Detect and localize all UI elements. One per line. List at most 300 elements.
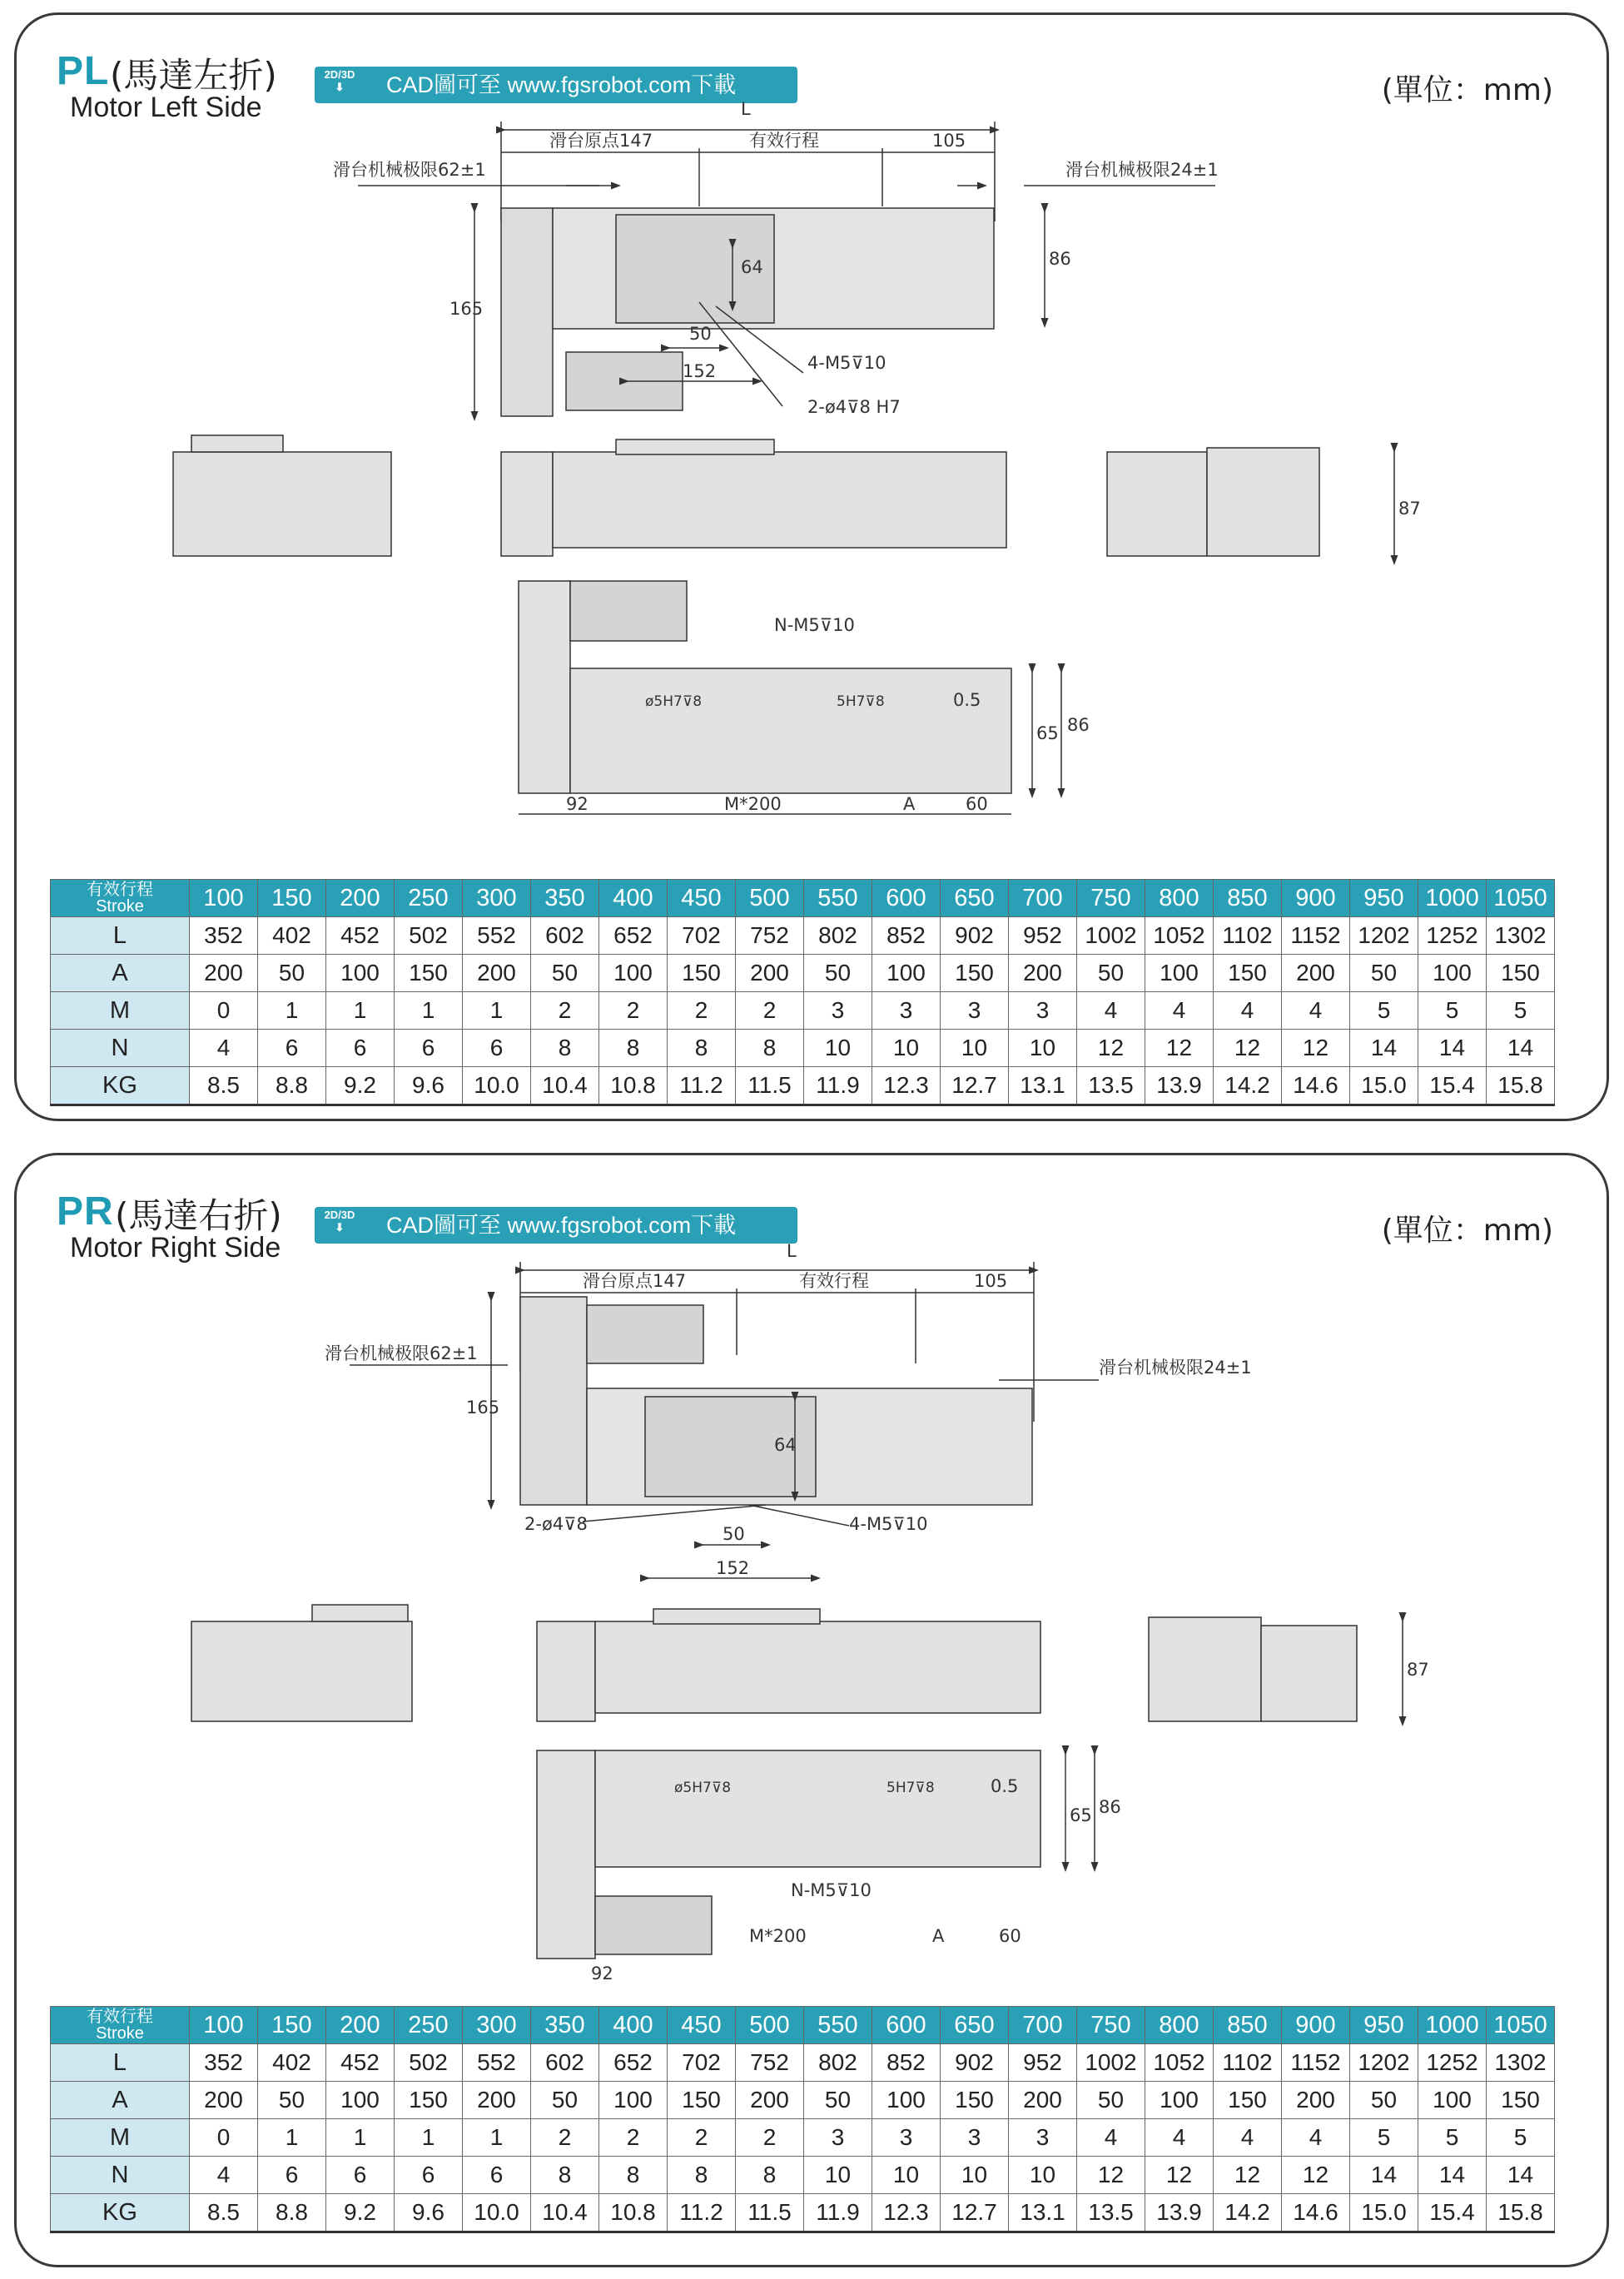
- table-cell: 602: [531, 917, 599, 955]
- stroke-cell: 100: [190, 880, 258, 917]
- table-cell: 6: [326, 2157, 395, 2194]
- stroke-cell: 900: [1282, 880, 1350, 917]
- table-cell: 100: [326, 955, 395, 992]
- table-cell: 100: [872, 955, 941, 992]
- dim-m200: M*200: [749, 1926, 807, 1946]
- stroke-cell: 350: [531, 880, 599, 917]
- table-cell: 14.2: [1214, 1067, 1282, 1105]
- table-row: [51, 1067, 1555, 1105]
- stroke-cell: 1000: [1418, 2007, 1487, 2044]
- table-cell: 4: [1214, 992, 1282, 1030]
- table-cell: 1202: [1350, 2044, 1418, 2082]
- dim-n-m5: N-M5⊽10: [791, 1880, 872, 1900]
- stroke-header: 有效行程 Stroke: [51, 880, 190, 917]
- dim-0-5: 0.5: [953, 690, 981, 710]
- table-cell: 702: [668, 917, 736, 955]
- table-cell: 2: [736, 2119, 804, 2157]
- table-cell: 13.1: [1009, 1067, 1077, 1105]
- table-cell: 10: [941, 1030, 1009, 1067]
- table-row: [51, 2194, 1555, 2232]
- table-cell: 13.5: [1077, 2194, 1145, 2232]
- table-cell: 150: [395, 955, 463, 992]
- row-label: KG: [51, 1067, 190, 1105]
- table-cell: 15.0: [1350, 2194, 1418, 2232]
- table-cell: 2: [668, 992, 736, 1030]
- stroke-cell: 750: [1077, 2007, 1145, 2044]
- table-cell: 1: [326, 992, 395, 1030]
- table-cell: 12: [1145, 1030, 1214, 1067]
- table-cell: 2: [531, 2119, 599, 2157]
- table-cell: 752: [736, 2044, 804, 2082]
- stroke-cell: 250: [395, 2007, 463, 2044]
- table-cell: 4: [1145, 2119, 1214, 2157]
- table-cell: 14: [1350, 1030, 1418, 1067]
- table-cell: 14.6: [1282, 2194, 1350, 2232]
- table-cell: 502: [395, 2044, 463, 2082]
- row-label: N: [51, 1030, 190, 1067]
- stroke-cell: 700: [1009, 880, 1077, 917]
- table-cell: 3: [872, 992, 941, 1030]
- spec-table: [50, 2006, 1555, 2233]
- table-cell: 1102: [1214, 917, 1282, 955]
- table-cell: 902: [941, 2044, 1009, 2082]
- table-cell: 6: [463, 1030, 531, 1067]
- table-cell: 4: [1282, 992, 1350, 1030]
- dim-60: 60: [966, 794, 988, 814]
- dim-87: 87: [1398, 499, 1421, 519]
- table-cell: 1: [395, 992, 463, 1030]
- table-cell: 200: [1282, 955, 1350, 992]
- table-cell: 3: [1009, 2119, 1077, 2157]
- table-cell: 150: [395, 2082, 463, 2119]
- table-cell: 8: [736, 2157, 804, 2194]
- dim-86-bottom: 86: [1099, 1797, 1121, 1817]
- table-cell: 9.6: [395, 2194, 463, 2232]
- dim-stroke: 有效行程: [799, 1271, 869, 1291]
- stroke-cell: 300: [463, 2007, 531, 2044]
- row-label: L: [51, 917, 190, 955]
- table-cell: 15.8: [1487, 2194, 1555, 2232]
- table-cell: 100: [1145, 2082, 1214, 2119]
- table-cell: 4: [190, 2157, 258, 2194]
- table-cell: 10.4: [531, 1067, 599, 1105]
- dim-m200: M*200: [724, 794, 782, 814]
- table-cell: 652: [599, 917, 668, 955]
- dim-50: 50: [689, 324, 712, 344]
- table-cell: 12.3: [872, 2194, 941, 2232]
- table-cell: 150: [1214, 955, 1282, 992]
- table-cell: 50: [1350, 955, 1418, 992]
- table-cell: 14: [1418, 1030, 1487, 1067]
- stroke-cell: 650: [941, 2007, 1009, 2044]
- model-code: PL: [57, 49, 110, 93]
- dim-limit-right: 滑台机械极限24±1: [1065, 160, 1219, 180]
- table-cell: 50: [258, 955, 326, 992]
- table-cell: 14: [1350, 2157, 1418, 2194]
- table-cell: 352: [190, 917, 258, 955]
- table-cell: 6: [395, 1030, 463, 1067]
- dim-m5: 4-M5⊽10: [807, 353, 886, 373]
- table-cell: 14: [1487, 1030, 1555, 1067]
- dim-limit-left: 滑台机械极限62±1: [325, 1343, 478, 1363]
- table-cell: 3: [941, 992, 1009, 1030]
- table-cell: 100: [1418, 2082, 1487, 2119]
- table-cell: 50: [531, 2082, 599, 2119]
- table-cell: 1: [395, 2119, 463, 2157]
- stroke-cell: 700: [1009, 2007, 1077, 2044]
- table-row: [51, 992, 1555, 1030]
- table-cell: 10.8: [599, 2194, 668, 2232]
- table-cell: 200: [1282, 2082, 1350, 2119]
- dim-165: 165: [466, 1398, 500, 1418]
- table-row: [51, 1030, 1555, 1067]
- dim-pin: 2-ø4⊽8 H7: [807, 397, 901, 417]
- dim-165: 165: [449, 299, 484, 319]
- table-cell: 1152: [1282, 2044, 1350, 2082]
- table-cell: 150: [668, 2082, 736, 2119]
- dim-m5: 4-M5⊽10: [849, 1514, 928, 1534]
- table-cell: 8: [599, 2157, 668, 2194]
- dim-hole-a: ø5H7⊽8: [645, 693, 703, 710]
- dim-hole-a: ø5H7⊽8: [674, 1780, 732, 1796]
- dim-65: 65: [1070, 1805, 1092, 1825]
- table-cell: 3: [941, 2119, 1009, 2157]
- stroke-cell: 100: [190, 2007, 258, 2044]
- download-icon: 2D/3D ⬇: [324, 68, 355, 93]
- table-cell: 3: [804, 2119, 872, 2157]
- table-cell: 100: [1145, 955, 1214, 992]
- stroke-cell: 550: [804, 2007, 872, 2044]
- table-cell: 402: [258, 2044, 326, 2082]
- table-cell: 8: [668, 1030, 736, 1067]
- table-cell: 150: [1487, 955, 1555, 992]
- table-cell: 8: [736, 1030, 804, 1067]
- dim-hole-b: 5H7⊽8: [886, 1780, 935, 1796]
- table-cell: 14.2: [1214, 2194, 1282, 2232]
- table-cell: 10.0: [463, 2194, 531, 2232]
- table-cell: 8.5: [190, 2194, 258, 2232]
- stroke-cell: 200: [326, 880, 395, 917]
- table-cell: 8: [599, 1030, 668, 1067]
- table-cell: 50: [531, 955, 599, 992]
- table-cell: 352: [190, 2044, 258, 2082]
- dim-152: 152: [716, 1558, 750, 1578]
- table-cell: 12: [1282, 2157, 1350, 2194]
- table-cell: 50: [1077, 2082, 1145, 2119]
- table-cell: 5: [1418, 2119, 1487, 2157]
- stroke-cell: 1000: [1418, 880, 1487, 917]
- table-header-row: [51, 2007, 1555, 2044]
- table-cell: 1: [463, 992, 531, 1030]
- dim-92: 92: [566, 794, 589, 814]
- row-label: KG: [51, 2194, 190, 2232]
- table-cell: 3: [872, 2119, 941, 2157]
- table-cell: 1302: [1487, 917, 1555, 955]
- dim-A: A: [903, 794, 916, 814]
- table-cell: 502: [395, 917, 463, 955]
- panel-motor-right: [14, 1153, 1609, 2267]
- table-cell: 15.4: [1418, 2194, 1487, 2232]
- table-cell: 10: [941, 2157, 1009, 2194]
- table-cell: 200: [190, 2082, 258, 2119]
- side-view: [191, 1605, 1357, 1721]
- model-title-en: Motor Right Side: [70, 1232, 281, 1264]
- table-cell: 12.7: [941, 2194, 1009, 2232]
- table-cell: 6: [463, 2157, 531, 2194]
- table-cell: 2: [531, 992, 599, 1030]
- download-icon: 2D/3D ⬇: [324, 1209, 355, 1234]
- table-cell: 150: [1487, 2082, 1555, 2119]
- panel-motor-left: [14, 12, 1609, 1121]
- dim-home: 滑台原点147: [583, 1271, 687, 1291]
- table-cell: 1002: [1077, 2044, 1145, 2082]
- stroke-cell: 400: [599, 2007, 668, 2044]
- dim-50: 50: [723, 1524, 745, 1544]
- table-cell: 15.0: [1350, 1067, 1418, 1105]
- table-cell: 10: [872, 2157, 941, 2194]
- table-cell: 12: [1145, 2157, 1214, 2194]
- table-cell: 4: [1214, 2119, 1282, 2157]
- table-cell: 3: [1009, 992, 1077, 1030]
- table-cell: 2: [736, 992, 804, 1030]
- table-cell: 11.9: [804, 2194, 872, 2232]
- table-cell: 10: [872, 1030, 941, 1067]
- drawing-motor-right: [17, 1155, 1607, 2004]
- table-cell: 5: [1418, 992, 1487, 1030]
- table-cell: 852: [872, 2044, 941, 2082]
- stroke-cell: 150: [258, 2007, 326, 2044]
- stroke-cell: 350: [531, 2007, 599, 2044]
- table-cell: 802: [804, 917, 872, 955]
- model-title-en: Motor Left Side: [70, 92, 262, 123]
- table-cell: 6: [258, 1030, 326, 1067]
- stroke-cell: 500: [736, 2007, 804, 2044]
- stroke-cell: 500: [736, 880, 804, 917]
- stroke-cell: 450: [668, 880, 736, 917]
- stroke-cell: 850: [1214, 2007, 1282, 2044]
- table-cell: 11.2: [668, 2194, 736, 2232]
- stroke-cell: 950: [1350, 880, 1418, 917]
- table-cell: 8.8: [258, 2194, 326, 2232]
- table-cell: 13.5: [1077, 1067, 1145, 1105]
- table-cell: 10: [804, 1030, 872, 1067]
- table-cell: 14: [1418, 2157, 1487, 2194]
- table-cell: 1252: [1418, 917, 1487, 955]
- table-cell: 50: [804, 955, 872, 992]
- table-cell: 1052: [1145, 917, 1214, 955]
- stroke-cell: 400: [599, 880, 668, 917]
- stroke-cell: 650: [941, 880, 1009, 917]
- table-cell: 150: [1214, 2082, 1282, 2119]
- dim-n-m5: N-M5⊽10: [774, 615, 855, 635]
- table-cell: 1202: [1350, 917, 1418, 955]
- table-cell: 9.2: [326, 1067, 395, 1105]
- table-cell: 552: [463, 917, 531, 955]
- table-cell: 6: [395, 2157, 463, 2194]
- table-cell: 952: [1009, 2044, 1077, 2082]
- table-cell: 6: [326, 1030, 395, 1067]
- table-cell: 652: [599, 2044, 668, 2082]
- table-cell: 10.0: [463, 1067, 531, 1105]
- table-row: [51, 2082, 1555, 2119]
- dim-86-bottom: 86: [1067, 715, 1090, 735]
- table-cell: 50: [258, 2082, 326, 2119]
- table-cell: 8: [668, 2157, 736, 2194]
- dim-pin: 2-ø4⊽8: [524, 1514, 588, 1534]
- unit-label: (單位：mm): [1381, 1214, 1553, 1248]
- table-cell: 8: [531, 1030, 599, 1067]
- stroke-cell: 750: [1077, 880, 1145, 917]
- stroke-cell: 900: [1282, 2007, 1350, 2044]
- dim-0-5: 0.5: [991, 1776, 1019, 1796]
- stroke-cell: 1050: [1487, 2007, 1555, 2044]
- table-row: [51, 2157, 1555, 2194]
- table-cell: 1: [258, 2119, 326, 2157]
- stroke-header: 有效行程 Stroke: [51, 2007, 190, 2044]
- dim-86: 86: [1049, 249, 1071, 269]
- stroke-cell: 200: [326, 2007, 395, 2044]
- table-cell: 402: [258, 917, 326, 955]
- table-cell: 12: [1214, 1030, 1282, 1067]
- table-cell: 5: [1487, 2119, 1555, 2157]
- table-row: [51, 2119, 1555, 2157]
- table-cell: 2: [599, 992, 668, 1030]
- table-cell: 12.3: [872, 1067, 941, 1105]
- table-cell: 100: [1418, 955, 1487, 992]
- table-cell: 4: [1077, 992, 1145, 1030]
- table-cell: 1: [463, 2119, 531, 2157]
- stroke-cell: 600: [872, 880, 941, 917]
- dim-152: 152: [683, 361, 717, 381]
- drawing-motor-left: [17, 15, 1607, 872]
- cad-download-text: CAD圖可至 www.fgsrobot.com下載: [386, 72, 737, 97]
- table-cell: 10.4: [531, 2194, 599, 2232]
- cad-download-text: CAD圖可至 www.fgsrobot.com下載: [386, 1213, 737, 1238]
- dim-105: 105: [932, 131, 966, 151]
- table-cell: 3: [804, 992, 872, 1030]
- table-cell: 9.6: [395, 1067, 463, 1105]
- table-cell: 452: [326, 2044, 395, 2082]
- table-cell: 13.1: [1009, 2194, 1077, 2232]
- table-cell: 11.5: [736, 2194, 804, 2232]
- table-cell: 752: [736, 917, 804, 955]
- table-cell: 200: [736, 955, 804, 992]
- table-cell: 11.5: [736, 1067, 804, 1105]
- row-label: L: [51, 2044, 190, 2082]
- table-cell: 200: [190, 955, 258, 992]
- table-cell: 12: [1214, 2157, 1282, 2194]
- table-cell: 100: [872, 2082, 941, 2119]
- table-cell: 6: [258, 2157, 326, 2194]
- table-cell: 1102: [1214, 2044, 1282, 2082]
- stroke-cell: 600: [872, 2007, 941, 2044]
- stroke-cell: 950: [1350, 2007, 1418, 2044]
- dim-home: 滑台原点147: [549, 131, 653, 151]
- stroke-cell: 800: [1145, 2007, 1214, 2044]
- stroke-cell: 450: [668, 2007, 736, 2044]
- dim-60: 60: [999, 1926, 1021, 1946]
- table-cell: 150: [941, 955, 1009, 992]
- table-cell: 702: [668, 2044, 736, 2082]
- model-title-cn: (馬達右折): [115, 1195, 282, 1236]
- table-row: [51, 955, 1555, 992]
- dim-64: 64: [774, 1435, 797, 1455]
- spec-table: [50, 879, 1555, 1106]
- table-cell: 4: [1282, 2119, 1350, 2157]
- dim-limit-right: 滑台机械极限24±1: [1099, 1358, 1252, 1378]
- dim-87: 87: [1407, 1660, 1429, 1680]
- stroke-cell: 250: [395, 880, 463, 917]
- dim-L: L: [787, 1241, 797, 1261]
- model-code: PR: [57, 1189, 114, 1234]
- table-cell: 8.5: [190, 1067, 258, 1105]
- table-cell: 200: [1009, 2082, 1077, 2119]
- unit-label: (單位：mm): [1381, 73, 1553, 107]
- table-cell: 200: [463, 2082, 531, 2119]
- dim-A: A: [932, 1926, 945, 1946]
- table-cell: 14: [1487, 2157, 1555, 2194]
- dim-64: 64: [741, 257, 763, 277]
- table-cell: 1002: [1077, 917, 1145, 955]
- dim-L: L: [741, 99, 751, 119]
- table-cell: 2: [668, 2119, 736, 2157]
- table-cell: 10: [1009, 1030, 1077, 1067]
- table-cell: 150: [941, 2082, 1009, 2119]
- table-cell: 50: [804, 2082, 872, 2119]
- table-cell: 200: [1009, 955, 1077, 992]
- table-cell: 13.9: [1145, 2194, 1214, 2232]
- stroke-cell: 850: [1214, 880, 1282, 917]
- table-row: [51, 917, 1555, 955]
- dim-92: 92: [591, 1964, 613, 1984]
- table-cell: 12: [1282, 1030, 1350, 1067]
- row-label: A: [51, 2082, 190, 2119]
- table-cell: 4: [1077, 2119, 1145, 2157]
- table-cell: 200: [463, 955, 531, 992]
- table-cell: 802: [804, 2044, 872, 2082]
- table-cell: 150: [668, 955, 736, 992]
- table-cell: 14.6: [1282, 1067, 1350, 1105]
- dim-105: 105: [974, 1271, 1008, 1291]
- dim-stroke: 有效行程: [749, 131, 819, 151]
- table-cell: 952: [1009, 917, 1077, 955]
- table-cell: 11.2: [668, 1067, 736, 1105]
- table-cell: 8: [531, 2157, 599, 2194]
- table-cell: 0: [190, 992, 258, 1030]
- table-cell: 12: [1077, 2157, 1145, 2194]
- table-cell: 1052: [1145, 2044, 1214, 2082]
- table-cell: 100: [599, 2082, 668, 2119]
- table-cell: 50: [1350, 2082, 1418, 2119]
- table-cell: 1152: [1282, 917, 1350, 955]
- table-cell: 15.8: [1487, 1067, 1555, 1105]
- table-cell: 12: [1077, 1030, 1145, 1067]
- table-cell: 10: [1009, 2157, 1077, 2194]
- table-cell: 15.4: [1418, 1067, 1487, 1105]
- stroke-cell: 1050: [1487, 880, 1555, 917]
- table-cell: 1: [258, 992, 326, 1030]
- row-label: M: [51, 992, 190, 1030]
- table-row: [51, 2044, 1555, 2082]
- table-cell: 5: [1487, 992, 1555, 1030]
- table-cell: 11.9: [804, 1067, 872, 1105]
- table-cell: 552: [463, 2044, 531, 2082]
- table-cell: 100: [326, 2082, 395, 2119]
- table-cell: 10.8: [599, 1067, 668, 1105]
- table-cell: 1252: [1418, 2044, 1487, 2082]
- table-cell: 1: [326, 2119, 395, 2157]
- table-cell: 200: [736, 2082, 804, 2119]
